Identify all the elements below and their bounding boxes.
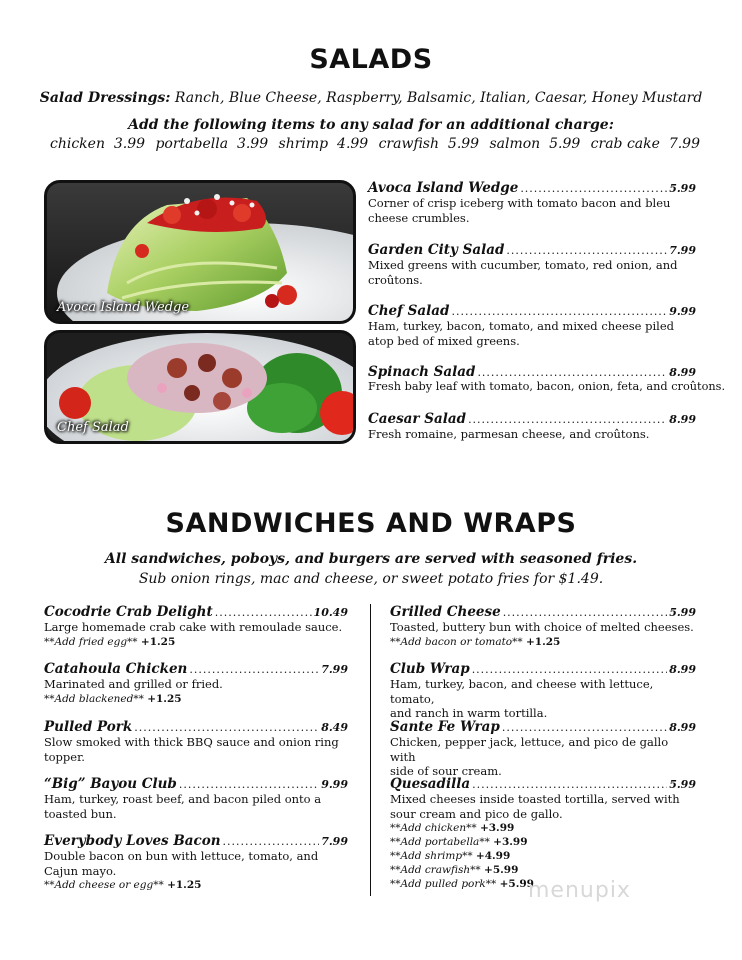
item-addon: **Add shrimp** +4.99 [390,850,511,862]
sandwich-item [44,604,348,649]
sandwich-note: All sandwiches, poboys, and burgers are served with seasoned fries. [104,551,638,567]
addon-item: portabella 3.99 [155,136,269,152]
salad-item [368,364,726,395]
dot-leader [502,721,667,734]
item-price: 7.99 [321,663,348,676]
sandwich-sub-note: Sub onion rings, mac and cheese, or sweet potato fries for $1.49. [138,571,604,587]
menupix-watermark: menupix [528,878,631,903]
item-name: Catahoula Chicken [44,661,188,677]
item-name: Avoca Island Wedge [368,180,519,196]
item-desc: Cajun mayo. [44,863,117,878]
item-addon: **Add blackened** +1.25 [44,692,182,705]
dot-leader [215,606,312,619]
item-name: Club Wrap [390,661,470,677]
item-price: 8.49 [321,721,348,734]
item-price: 7.99 [669,244,696,257]
salads-title: SALADS [309,44,433,75]
sandwiches-title: SANDWICHES AND WRAPS [165,508,577,539]
dot-leader [134,721,319,734]
chef-salad-photo [44,330,356,444]
salad-item [368,411,696,442]
salad-dressings-line [0,90,742,106]
item-desc: Ham, turkey, bacon, tomato, and mixed cheese piled [368,319,675,333]
dot-leader [451,305,667,318]
column-divider [370,604,371,896]
item-price: 9.99 [321,778,348,791]
item-addon: **Add bacon or tomato** +1.25 [390,635,561,648]
item-desc: side of sour cream. [390,764,502,778]
item-desc: Chicken, pepper jack, lettuce, and pico de gallo with [390,735,669,764]
item-desc: Double bacon on bun with lettuce, tomato, and [44,849,319,863]
salad-item [368,180,696,225]
item-desc: Mixed greens with cucumber, tomato, red onion, and [368,258,678,272]
item-price: 8.99 [669,366,696,379]
item-name: Caesar Salad [368,411,467,427]
item-addon: **Add fried egg** +1.25 [44,635,176,648]
item-price: 8.99 [669,721,696,734]
item-desc: Toasted, buttery bun with choice of melted cheeses. [390,620,694,634]
item-name: Pulled Pork [44,719,133,735]
dot-leader [472,778,667,791]
dot-leader [520,182,667,195]
salad-dressings-label: Salad Dressings: [39,90,171,106]
wedge-photo-caption: Avoca Island Wedge [57,300,190,315]
sandwich-item [390,719,696,779]
sandwich-item [390,604,696,649]
dot-leader [179,778,319,791]
item-name: Everybody Loves Bacon [44,833,221,849]
sandwich-item [390,776,696,891]
sandwich-item [44,719,348,764]
item-desc: Marinated and grilled or fried. [44,677,223,691]
addon-item: chicken 3.99 [50,136,146,152]
item-price: 5.99 [669,606,696,619]
item-name: Cocodrie Crab Delight [44,604,213,620]
item-desc: toasted bun. [44,806,117,821]
item-name: Sante Fe Wrap [390,719,500,735]
item-addon: **Add crawfish** +5.99 [390,864,519,876]
item-price: 8.99 [669,413,696,426]
salad-item [368,242,696,287]
item-name: Spinach Salad [368,364,476,380]
item-addon: **Add portabella** +3.99 [390,836,528,848]
item-desc: atop bed of mixed greens. [368,333,520,348]
item-name: “Big” Bayou Club [44,776,177,792]
sandwich-item [44,661,348,706]
item-desc: Mixed cheeses inside toasted tortilla, served with [390,792,680,806]
dot-leader [477,366,667,379]
item-desc: sour cream and pico de gallo. [390,806,563,821]
dot-leader [468,413,667,426]
sandwich-item [44,833,348,892]
item-desc: Fresh baby leaf with tomato, bacon, onion, feta, and croûtons. [368,380,726,393]
item-price: 5.99 [669,778,696,791]
dot-leader [506,244,667,257]
item-price: 10.49 [313,606,348,619]
salad-addons [50,136,700,152]
item-name: Quesadilla [390,776,471,792]
chef-photo-caption: Chef Salad [57,420,129,435]
item-price: 9.99 [669,305,696,318]
item-desc: topper. [44,749,85,764]
item-addon: **Add chicken** +3.99 [390,822,515,834]
dot-leader [503,606,668,619]
salad-item [368,303,696,348]
item-name: Chef Salad [368,303,450,319]
item-desc: croûtons. [368,272,423,287]
salad-dressings-list: Ranch, Blue Cheese, Raspberry, Balsamic, Italian, Caesar, Honey Mustard [174,90,703,106]
sandwich-item [390,661,696,721]
item-price: 5.99 [669,182,696,195]
item-desc: Large homemade crab cake with remoulade sauce. [44,620,343,634]
dot-leader [189,663,319,676]
item-addon: **Add cheese or egg** +1.25 [44,879,202,891]
addon-item: crawfish 5.99 [378,136,480,152]
item-price: 7.99 [321,835,348,848]
addon-heading: Add the following items to any salad for an additional charge: [128,117,614,133]
item-price: 8.99 [669,663,696,676]
item-addon: **Add pulled pork** +5.99 [390,878,534,890]
addon-item: salmon 5.99 [489,136,581,152]
item-desc: and ranch in warm tortilla. [390,706,548,720]
item-desc: cheese crumbles. [368,210,470,225]
sandwich-item [44,776,348,821]
item-desc: Ham, turkey, bacon, and cheese with lettuce, tomato, [390,677,654,706]
item-name: Garden City Salad [368,242,505,258]
wedge-salad-photo [44,180,356,324]
item-name: Grilled Cheese [390,604,501,620]
addon-item: crab cake 7.99 [590,136,700,152]
item-desc: Ham, turkey, roast beef, and bacon piled onto a [44,792,322,806]
item-desc: Slow smoked with thick BBQ sauce and onion ring [44,735,339,749]
item-desc: Fresh romaine, parmesan cheese, and croûtons. [368,427,650,441]
addon-item: shrimp 4.99 [278,136,369,152]
item-desc: Corner of crisp iceberg with tomato bacon and bleu [368,196,671,210]
dot-leader [223,835,320,848]
dot-leader [472,663,668,676]
